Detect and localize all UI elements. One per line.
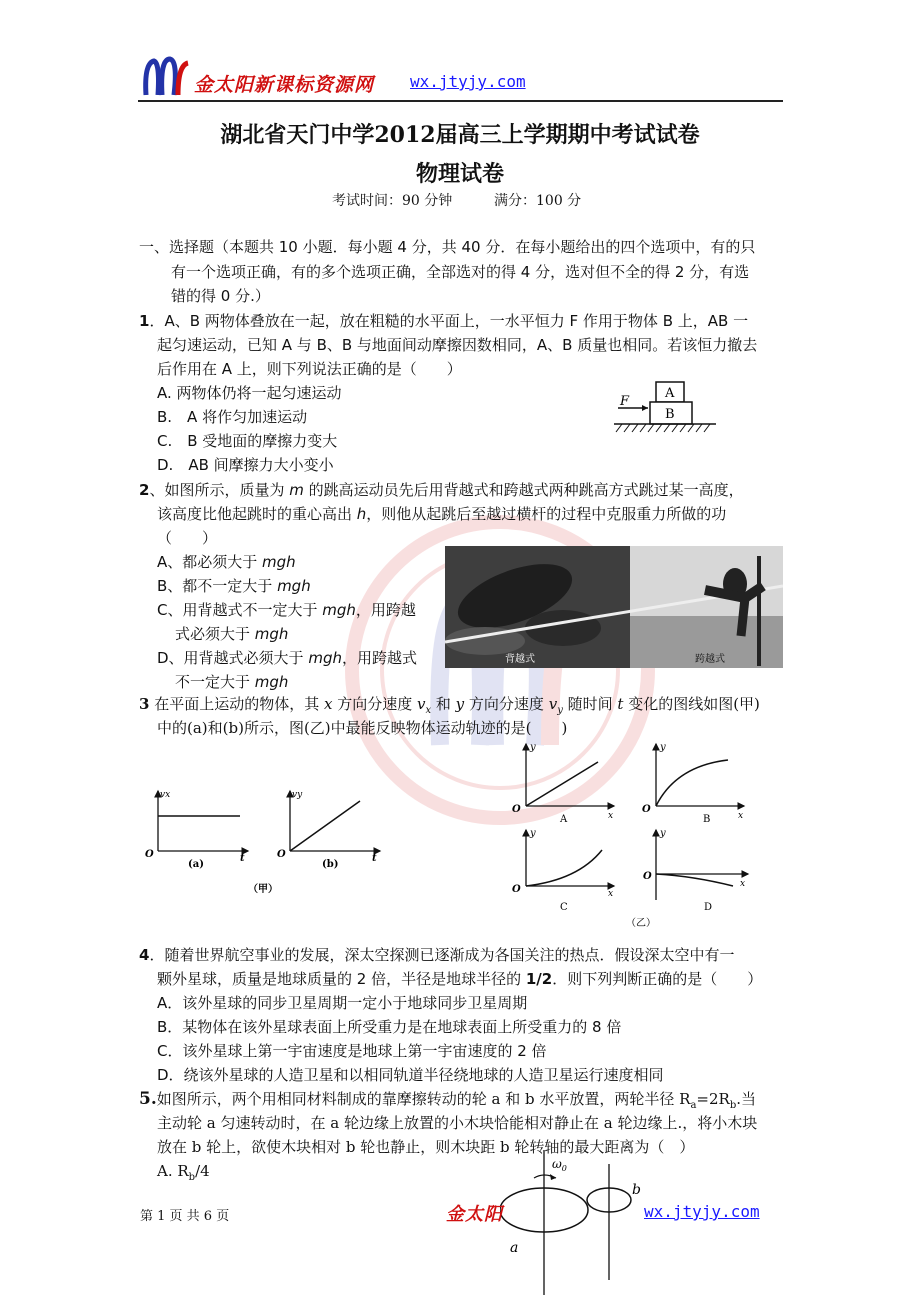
question-1-option-b[interactable]: B. A 将作匀加速运动 <box>157 408 308 426</box>
q1-fig-label-b: B <box>665 407 675 422</box>
question-4-line-2: 颗外星球，质量是地球质量的 2 倍，半径是地球半径的 1/2．则下列判断正确的是（ ） <box>157 970 763 988</box>
question-1-line-2: 起匀速运动，已知 A 与 B、B 与地面间动摩擦因数相同，A、B 质量也相同。若该恒力撤去 <box>157 336 758 354</box>
jia-a-xlabel: t <box>240 853 245 864</box>
question-4-option-c[interactable]: C．该外星球上第一宇宙速度是地球上第一宇宙速度的 2 倍 <box>157 1042 547 1060</box>
header-brand: 金太阳新课标资源网 <box>194 74 375 96</box>
yi-d-caption: D <box>704 902 713 913</box>
exam-score: 满分：100 分 <box>494 193 582 209</box>
question-2-option-d-line-1[interactable]: D、用背越式必须大于 mgh，用跨越式 <box>157 649 417 667</box>
yi-c-ylabel: y <box>530 828 536 839</box>
question-4-option-a[interactable]: A．该外星球的同步卫星周期一定小于地球同步卫星周期 <box>157 994 528 1012</box>
jia-a-ylabel: vx <box>160 790 171 800</box>
yi-b-ylabel: y <box>660 742 666 753</box>
q5-fig-omega: $\omega_0$ <box>552 1157 567 1173</box>
yi-d-ylabel: y <box>660 828 666 839</box>
yi-b-caption: B <box>703 814 711 825</box>
footer-page-number: 第 1 页 共 6 页 <box>140 1209 230 1224</box>
yi-b-xlabel: x <box>738 811 744 821</box>
question-2-option-c-line-2[interactable]: 式必须大于 mgh <box>175 625 289 643</box>
page-title: 湖北省天门中学2012届高三上学期期中考试试卷 <box>220 122 700 148</box>
header-url[interactable]: wx.jtyjy.com <box>410 72 526 91</box>
question-4-option-b[interactable]: B．某物体在该外星球表面上所受重力是在地球表面上所受重力的 8 倍 <box>157 1018 622 1036</box>
section-instruction-1: 一、选择题（本题共 10 小题．每小题 4 分，共 40 分．在每小题给出的四个选项中，有的只 <box>139 238 756 256</box>
yi-a-ylabel: y <box>530 742 536 753</box>
jia-b-caption: (b) <box>322 859 339 870</box>
section-instruction-2: 有一个选项正确，有的多个选项正确，全部选对的得 4 分，选对但不全的得 2 分，有选 <box>171 263 750 281</box>
yi-c-caption: C <box>560 902 568 913</box>
yi-a-xlabel: x <box>608 811 614 821</box>
yi-d-origin: O <box>643 871 652 882</box>
logo-icon <box>140 55 192 101</box>
question-2-option-d-line-2[interactable]: 不一定大于 mgh <box>175 673 289 691</box>
question-2-line-1: 2、如图所示，质量为 m 的跳高运动员先后用背越式和跨越式两种跳高方式跳过某一高度， <box>139 481 744 499</box>
question-2-line-2: 该高度比他起跳时的重心高出 h，则他从起跳后至越过横杆的过程中克服重力所做的功 <box>157 505 727 523</box>
header-logo <box>140 55 192 101</box>
question-4-option-d[interactable]: D．绕该外星球的人造卫星和以相同轨道半径绕地球的人造卫星运行速度相同 <box>157 1066 664 1084</box>
jia-b-origin: O <box>277 849 286 860</box>
question-2-line-3: （ ） <box>157 529 218 547</box>
q1-fig-label-a: A <box>665 386 675 401</box>
q2-photo-label-right: 跨越式 <box>695 654 725 665</box>
question-2-option-a[interactable]: A、都必须大于 mgh <box>157 553 296 571</box>
jia-a-origin: O <box>145 849 154 860</box>
exam-time: 考试时间：90 分钟 <box>332 193 453 209</box>
question-5-option-a[interactable]: A. $R_b/4$ <box>157 1162 210 1183</box>
q2-photo-label-left: 背越式 <box>505 654 535 665</box>
q5-fig-label-b: b <box>632 1182 641 1198</box>
question-1-line-3: 后作用在 A 上，则下列说法正确的是（ ） <box>157 360 462 378</box>
yi-caption: （乙） <box>626 918 656 929</box>
question-1-figure <box>612 378 722 438</box>
q1-fig-label-f: F <box>620 394 630 409</box>
yi-c-xlabel: x <box>608 889 614 899</box>
question-5-line-2: 主动轮 a 匀速转动时，在 a 轮边缘上放置的小木块恰能相对静止在 a 轮边缘上.，将小木块 <box>157 1114 758 1132</box>
yi-a-origin: O <box>512 804 521 815</box>
question-1-option-d[interactable]: D. AB 间摩擦力大小变小 <box>157 456 334 474</box>
jia-b-ylabel: vy <box>292 790 303 800</box>
section-instruction-3: 错的得 0 分.） <box>171 287 270 305</box>
q5-fig-label-a: a <box>510 1240 519 1256</box>
question-5-line-3: 放在 b 轮上，欲使木块相对 b 轮也静止，则木块距 b 轮转轴的最大距离为（ ） <box>157 1138 695 1156</box>
header-rule <box>138 100 783 102</box>
jia-a-caption: (a) <box>188 859 204 870</box>
question-4-line-1: 4．随着世界航空事业的发展，深太空探测已逐渐成为各国关注的热点．假设深太空中有一 <box>139 946 735 964</box>
yi-b-origin: O <box>642 804 651 815</box>
question-1-line-1: 1．A、B 两物体叠放在一起，放在粗糙的水平面上，一水平恒力 F 作用于物体 B 上，AB 一 <box>139 312 749 330</box>
question-1-option-c[interactable]: C. B 受地面的摩擦力变大 <box>157 432 338 450</box>
jia-caption: （甲） <box>248 884 278 895</box>
footer-url[interactable]: wx.jtyjy.com <box>644 1202 760 1221</box>
question-3-line-2: 中的(a)和(b)所示，图(乙)中最能反映物体运动轨迹的是( ) <box>157 719 568 737</box>
question-5-line-1: 5.如图所示，两个用相同材料制成的靠摩擦转动的轮 a 和 b 水平放置，两轮半径 $R_a=2R_b$.当 <box>139 1089 756 1111</box>
yi-d-xlabel: x <box>740 879 746 889</box>
question-2-option-c-line-1[interactable]: C、用背越式不一定大于 mgh，用跨越 <box>157 601 416 619</box>
yi-c-origin: O <box>512 884 521 895</box>
question-2-photo <box>445 546 783 668</box>
question-1-option-a[interactable]: A. 两物体仍将一起匀速运动 <box>157 384 342 402</box>
footer-brand: 金太阳 <box>446 1204 503 1225</box>
question-3-figure-jia <box>140 785 390 900</box>
question-5-figure <box>500 1150 660 1295</box>
jia-b-xlabel: t <box>372 853 377 864</box>
yi-a-caption: A <box>560 814 568 825</box>
question-2-option-b[interactable]: B、都不一定大于 mgh <box>157 577 311 595</box>
question-3-figure-yi <box>508 740 758 930</box>
question-3-line-1: 3 在平面上运动的物体，其 x 方向分速度 $v_x$ 和 y 方向分速度 $v_y$ 随时间 t 变化的图线如图(甲) <box>139 695 760 716</box>
page-subtitle: 物理试卷 <box>415 161 504 187</box>
